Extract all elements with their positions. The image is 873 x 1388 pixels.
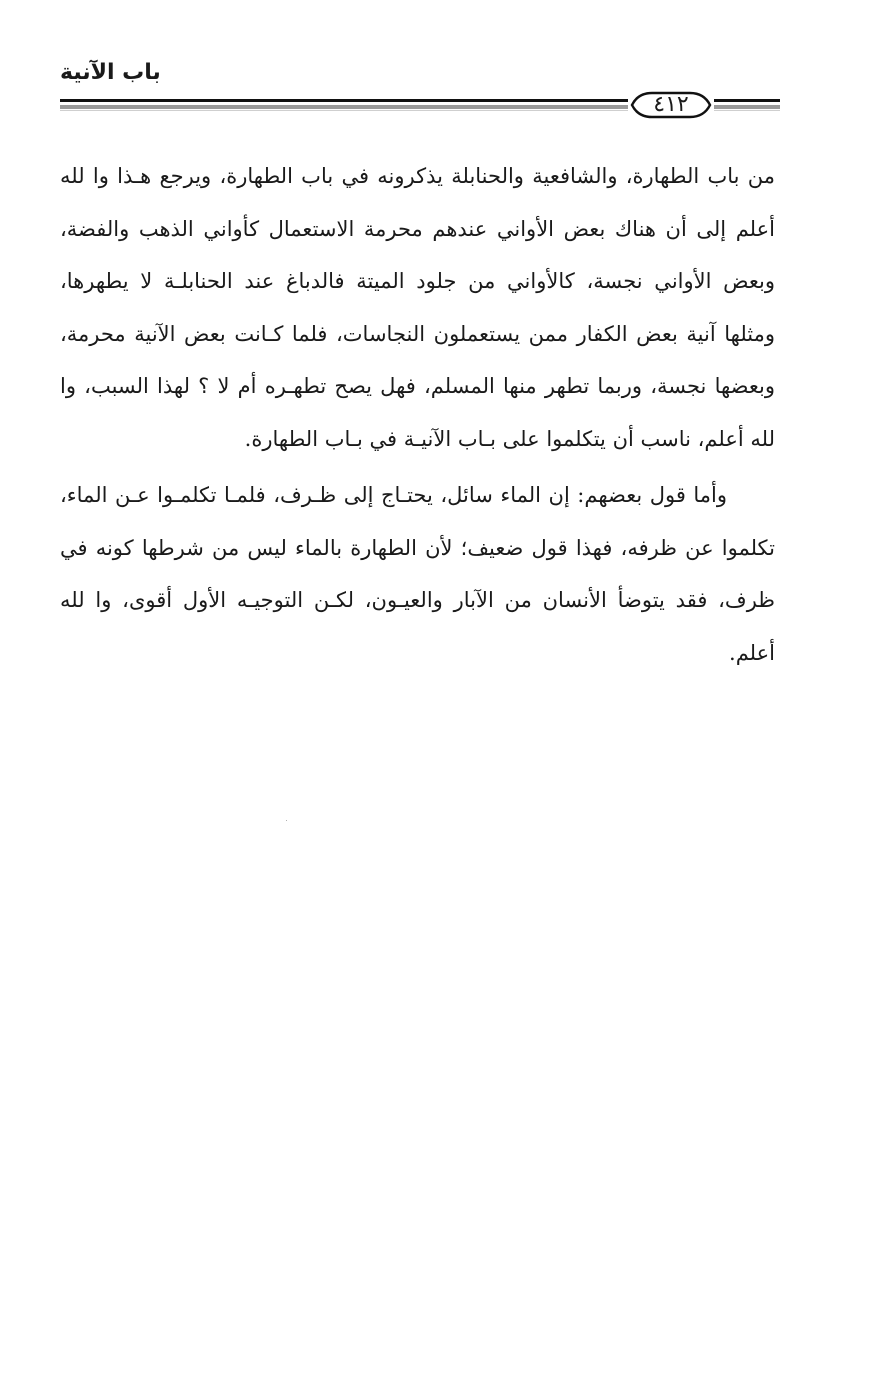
page-body — [60, 150, 775, 679]
chapter-title: باب الآنية — [60, 60, 161, 85]
body-paragraph: من باب الطهارة، والشافعية والحنابلة يذكرونه في باب الطهارة، ويرجع هـذا وا لله أعلم إلى أن هناك بعض الأواني عندهم محرمة الاستعمال كأواني الذهب والفضة، وبعض الأواني نجسة، كالأواني من جلود الميتة فالدباغ عند الحنابلـة لا يطهرها، ومثلها آنية بعض الكفار ممن يستعملون النجاسات، فلما كـانت بعض الآنية محرمة، وبعضها نجسة، وربما تطهر منها المسلم، فهل يصح تطهـره أم لا ؟ لهذا السبب، وا لله أعلم، ناسب أن يتكلموا على بـاب الآنيـة في بـاب الطهارة. — [60, 164, 775, 451]
scan-speck — [286, 820, 287, 821]
page-number: ٤١٢ — [653, 92, 689, 117]
body-paragraph: وأما قول بعضهم: إن الماء سائل، يحتـاج إلى ظـرف، فلمـا تكلمـوا عـن الماء، تكلموا عن ظرفه، فهذا قول ضعيف؛ لأن الطهارة بالماء ليس من شرطها كونه في ظرف، فقد يتوضأ الأنسان من الآبار والعيـون، لكـن التوجيـه الأول أقوى، وا لله أعلم. — [60, 483, 775, 665]
